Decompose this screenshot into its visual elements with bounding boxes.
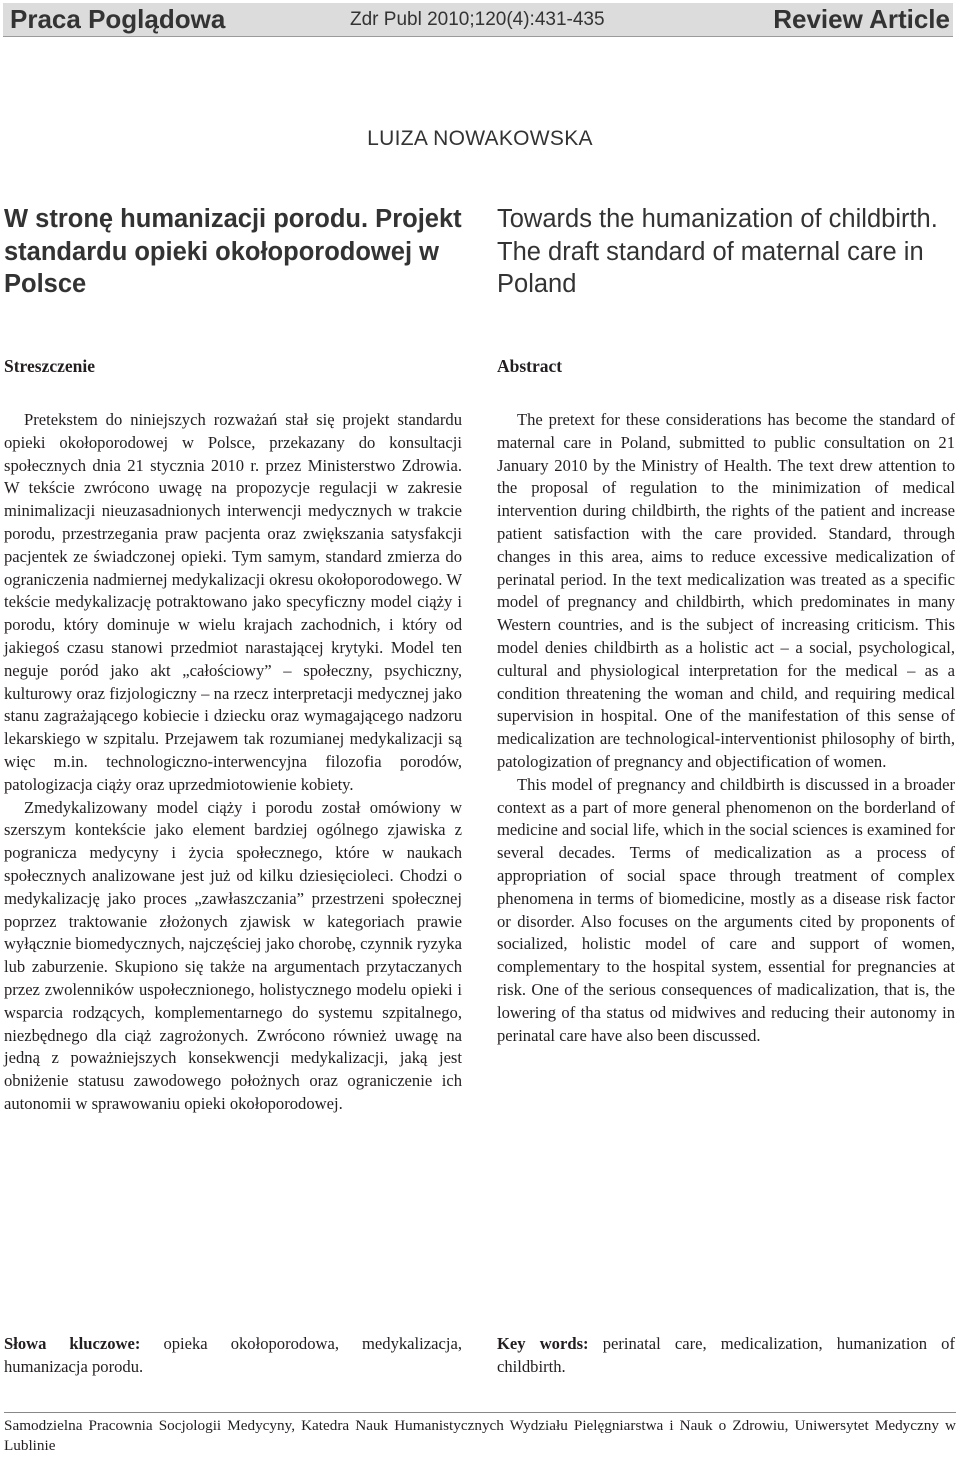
- keywords-en: [497, 1333, 955, 1379]
- section-label-en: Review Article: [773, 4, 950, 34]
- footnote-divider: [4, 1412, 956, 1413]
- section-label-pl: Praca Poglądowa: [10, 4, 226, 34]
- title-polish: W stronę humanizacji porodu. Projekt standardu opieki okołoporodowej w Polsce: [4, 205, 462, 298]
- keywords-pl-label: Słowa kluczowe:: [4, 1334, 141, 1353]
- journal-header-bar: [3, 3, 953, 37]
- abstract-en-paragraph-2: This model of pregnancy and childbirth is discussed in a broader context as a part of more general phenomenon on the borderland of medicine and social life, which in the social sciences is examined for several decades. Terms of medicalization as a process of appropriation of social space through treatment of complex phenomena in terms of biomedicine, mostly as a disease risk factor or disorder. Also focuses on the arguments cited by proponents of socialized, holistic model of care and support of women, complementary to the hospital system, essential for pregnancies at risk. One of the serious consequences of madicalization, that is, the lowering of tha status od midwives and reducing their autonomy in perinatal care have also been discussed.: [497, 774, 956, 1045]
- abstract-body-en: [497, 409, 955, 1047]
- keywords-pl: [4, 1333, 462, 1379]
- journal-citation: Zdr Publ 2010;120(4):431-435: [350, 9, 605, 30]
- abstract-pl-paragraph-1: Pretekstem do niniejszych rozważań stał się projekt standardu opieki okołoporodowej w Polsce, przekazany do konsultacji społecznych dnia 21 stycznia 2010 r. przez Ministerstwo Zdrowia. W tekście zwrócono uwagę na propozycje regulacji w zakresie minimalizacji nieuzasadnionych interwencji medycznych w trakcie porodu, przestrzegania praw pacjenta oraz zwiększania satysfakcji pacjentek ze świadczonej opieki. Tym samym, standard zmierza do ograniczenia nadmiernej medykalizacji okresu okołoporodowego. W tekście medykalizację potraktowano jako specyficzny model ciąży i porodu, który dominuje w wielu krajach zachodnich, i który od jakiegoś czasu stanowi przedmiot narastającej krytyki. Model ten neguje poród jako akt „całościowy” – społeczny, psychiczny, kulturowy oraz fizjologiczny – na rzecz interpretacji medycznej jako stanu zagrażającego kobiecie i dziecku oraz wymagającego nadzoru lekarskiego w szpitalu. Przejawem tak rozumianej medykalizacji są więc m.in. technologiczno-interwencyjna filozofia porodów, patologizacja ciąży oraz uprzedmiotowienie kobiety.: [4, 410, 462, 794]
- abstract-heading-en: Abstract: [497, 356, 563, 376]
- title-english: Towards the humanization of childbirth. The draft standard of maternal care in Poland: [497, 205, 938, 298]
- author-affiliation: Samodzielna Pracownia Socjologii Medycyny, Katedra Nauk Humanistycznych Wydziału Pielęgniarstwa i Nauk o Zdrowiu, Uniwersytet Medyczny w Lublinie: [4, 1417, 956, 1454]
- keywords-pl-text: opieka okołoporodowa, medykalizacja, humanizacja porodu.: [4, 1334, 462, 1376]
- keywords-en-text: perinatal care, medicalization, humanization of childbirth.: [497, 1334, 956, 1376]
- abstract-pl-paragraph-2: Zmedykalizowany model ciąży i porodu został omówiony w szerszym kontekście jako element bardziej ogólnego zjawiska z pogranicza medycyny i życia społecznego, które w naukach społecznych analizowane jest już od kilku dziesięcioleci. Chodzi o medykalizację jako proces „zawłaszczania” przestrzeni społecznej poprzez traktowanie złożonych zjawisk w kategoriach prawie wyłącznie biomedycznych, najczęściej jako chorobę, czynnik ryzyka lub zaburzenie. Skupiono się także na argumentach przytaczanych przez zwolenników uspołecznionego, holistycznego modelu opieki i wsparcia rodzących, komplementarnego do systemu szpitalnego, niezbędnego dla ciąż zagrożonych. Zwrócono również uwagę na jedną z poważniejszych konsekwencji medykalizacji, jaką jest obniżenie statusu zawodowego położnych oraz ograniczenie ich autonomii w sprawowaniu opieki okołoporodowej.: [4, 797, 462, 1113]
- author-name: LUIZA NOWAKOWSKA: [367, 127, 593, 150]
- abstract-en-paragraph-1: The pretext for these considerations has become the standard of maternal care in Poland, submitted to public consultation on 21 January 2010 by the Ministry of Health. The text drew attention to the proposal of regulation to the minimization of medical intervention during childbirth, the rights of the patient and increase patient satisfaction with the care provided. Standard, through changes in this area, aims to reduce excessive medicalization of perinatal period. In the text medicalization was treated as a specific model of pregnancy and childbirth, which predominates in many Western countries, and is the subject of increasing criticism. This model denies childbirth as a holistic act – a social, psychological, cultural and physiological interpretation for the medical – as a condition threatening the woman and child, and requiring medical supervision in hospital. One of the manifestation of this sense of medicalization are technological-interventionist philosophy of birth, patologization of pregnancy and objectification of women.: [497, 410, 955, 771]
- abstract-body-pl: [4, 409, 462, 1116]
- abstract-heading-pl: Streszczenie: [4, 356, 96, 376]
- keywords-en-label: Key words:: [497, 1334, 589, 1353]
